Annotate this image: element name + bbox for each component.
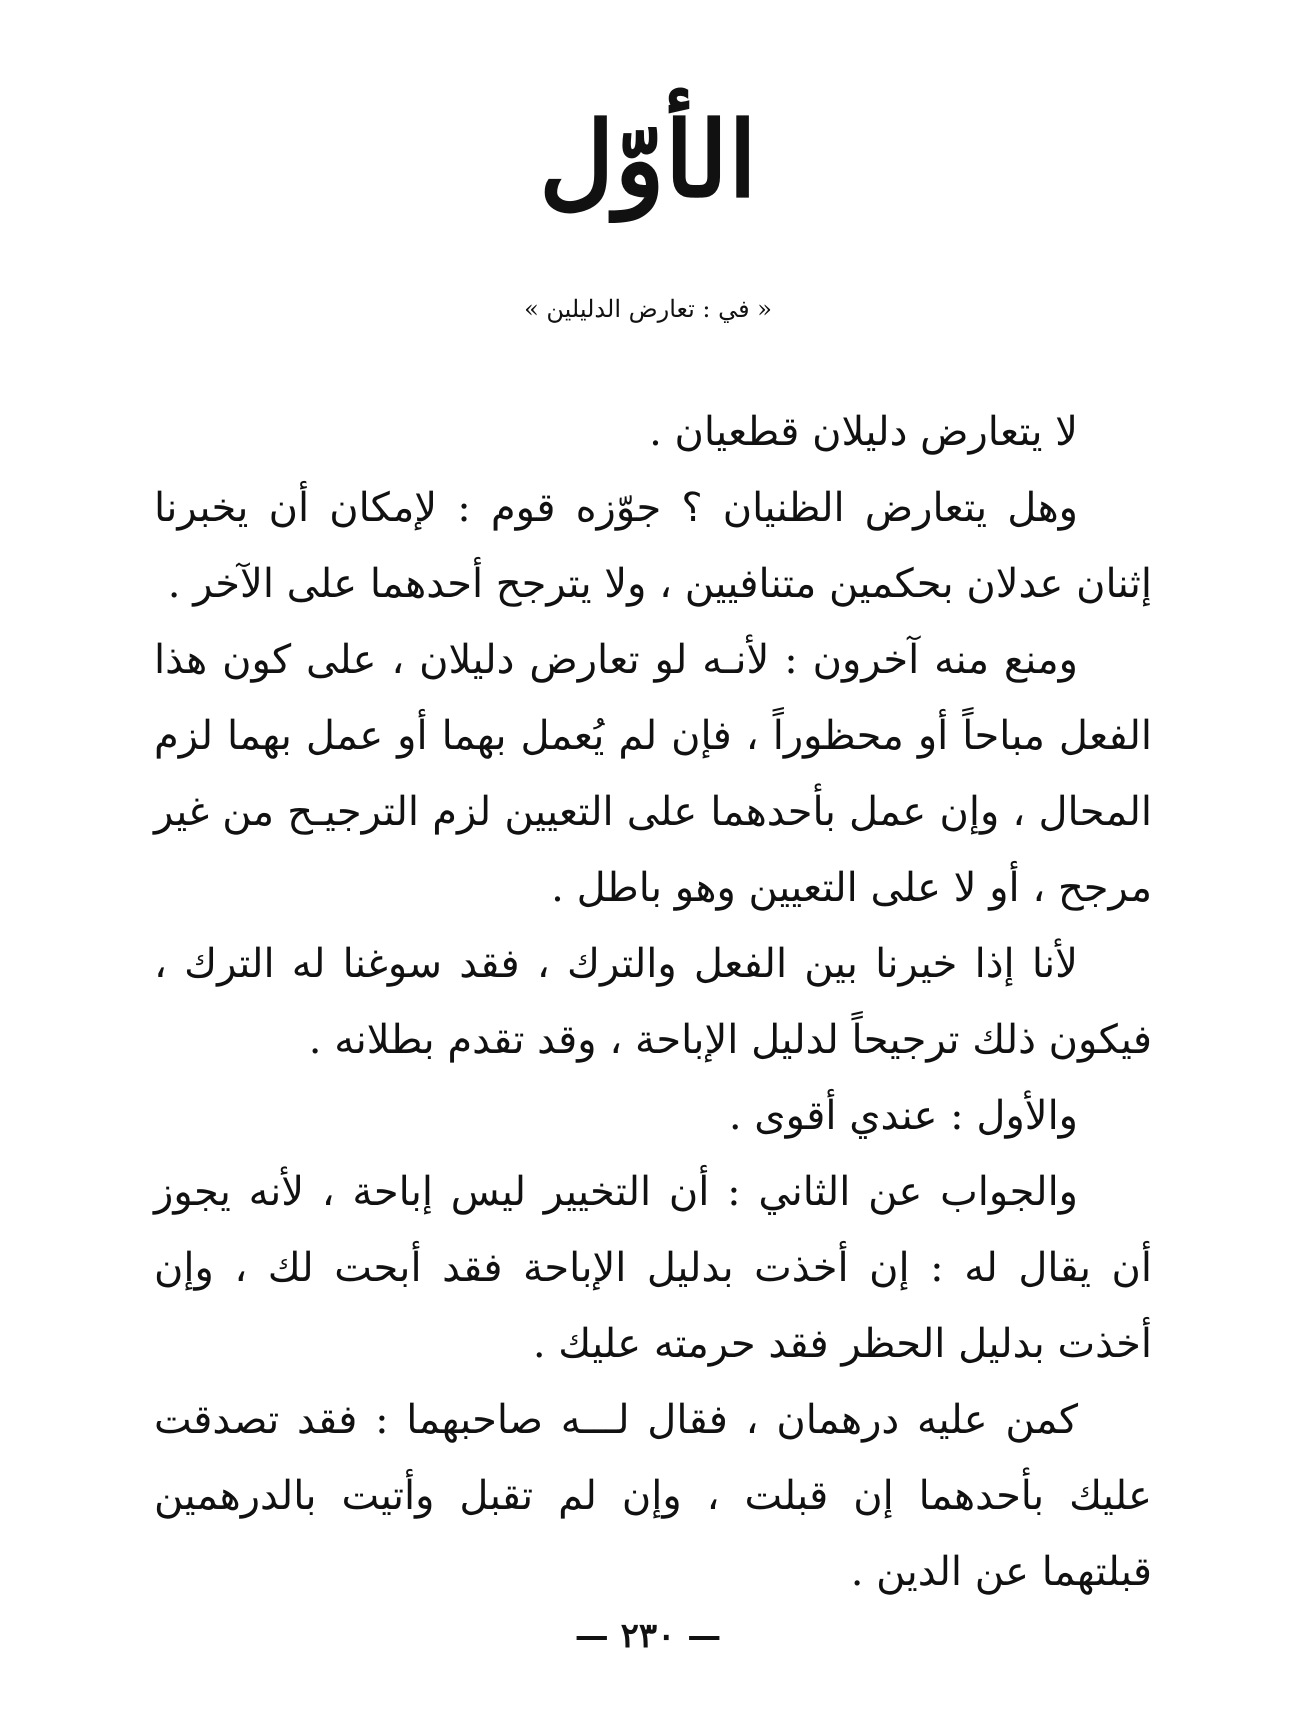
chapter-title: الأوّل — [538, 98, 758, 221]
paragraph-2: وهل يتعارض الظنيان ؟ جوّزه قوم : لإمكان أن يخبرنا إثنان عدلان بحكمين متنافيين ، ولا يترجح أحدهما على الآخر . — [154, 485, 1152, 607]
page-number: — ٢٣٠ — — [574, 1616, 722, 1656]
paragraph-5: والأول : عندي أقوى . — [728, 1093, 1078, 1139]
paragraph-4: لأنا إذا خيرنا بين الفعل والترك ، فقد سوغنا له الترك ، فيكون ذلك ترجيحاً لدليل الإباحة ، وقد تقدم بطلانه . — [154, 941, 1152, 1063]
paragraph-1: لا يتعارض دليلان قطعيان . — [649, 409, 1078, 455]
chapter-subtitle: « في : تعارض الدليلين » — [524, 295, 772, 323]
paragraph-7: كمن عليه درهمان ، فقال لـــه صاحبهما : فقد تصدقت عليك بأحدهما إن قبلت ، وإن لم تقبل وأتيت بالدرهمين قبلتهما عن الدين . — [154, 1397, 1152, 1595]
paragraph-6: والجواب عن الثاني : أن التخيير ليس إباحة ، لأنه يجوز أن يقال له : إن أخذت بدليل الإباحة فقد أبحت لك ، وإن أخذت بدليل الحظر فقد حرمته عليك . — [154, 1169, 1152, 1367]
paragraph-3: ومنع منه آخرون : لأنـه لو تعارض دليلان ، على كون هذا الفعل مباحاً أو محظوراً ، فإن لم يُعمل بهما أو عمل بهما لزم المحال ، وإن عمل بأحدهما على التعيين لزم الترجيـح من غير مرجح ، أو لا على التعيين وهو باطل . — [154, 637, 1152, 911]
body-text — [154, 394, 1152, 1610]
